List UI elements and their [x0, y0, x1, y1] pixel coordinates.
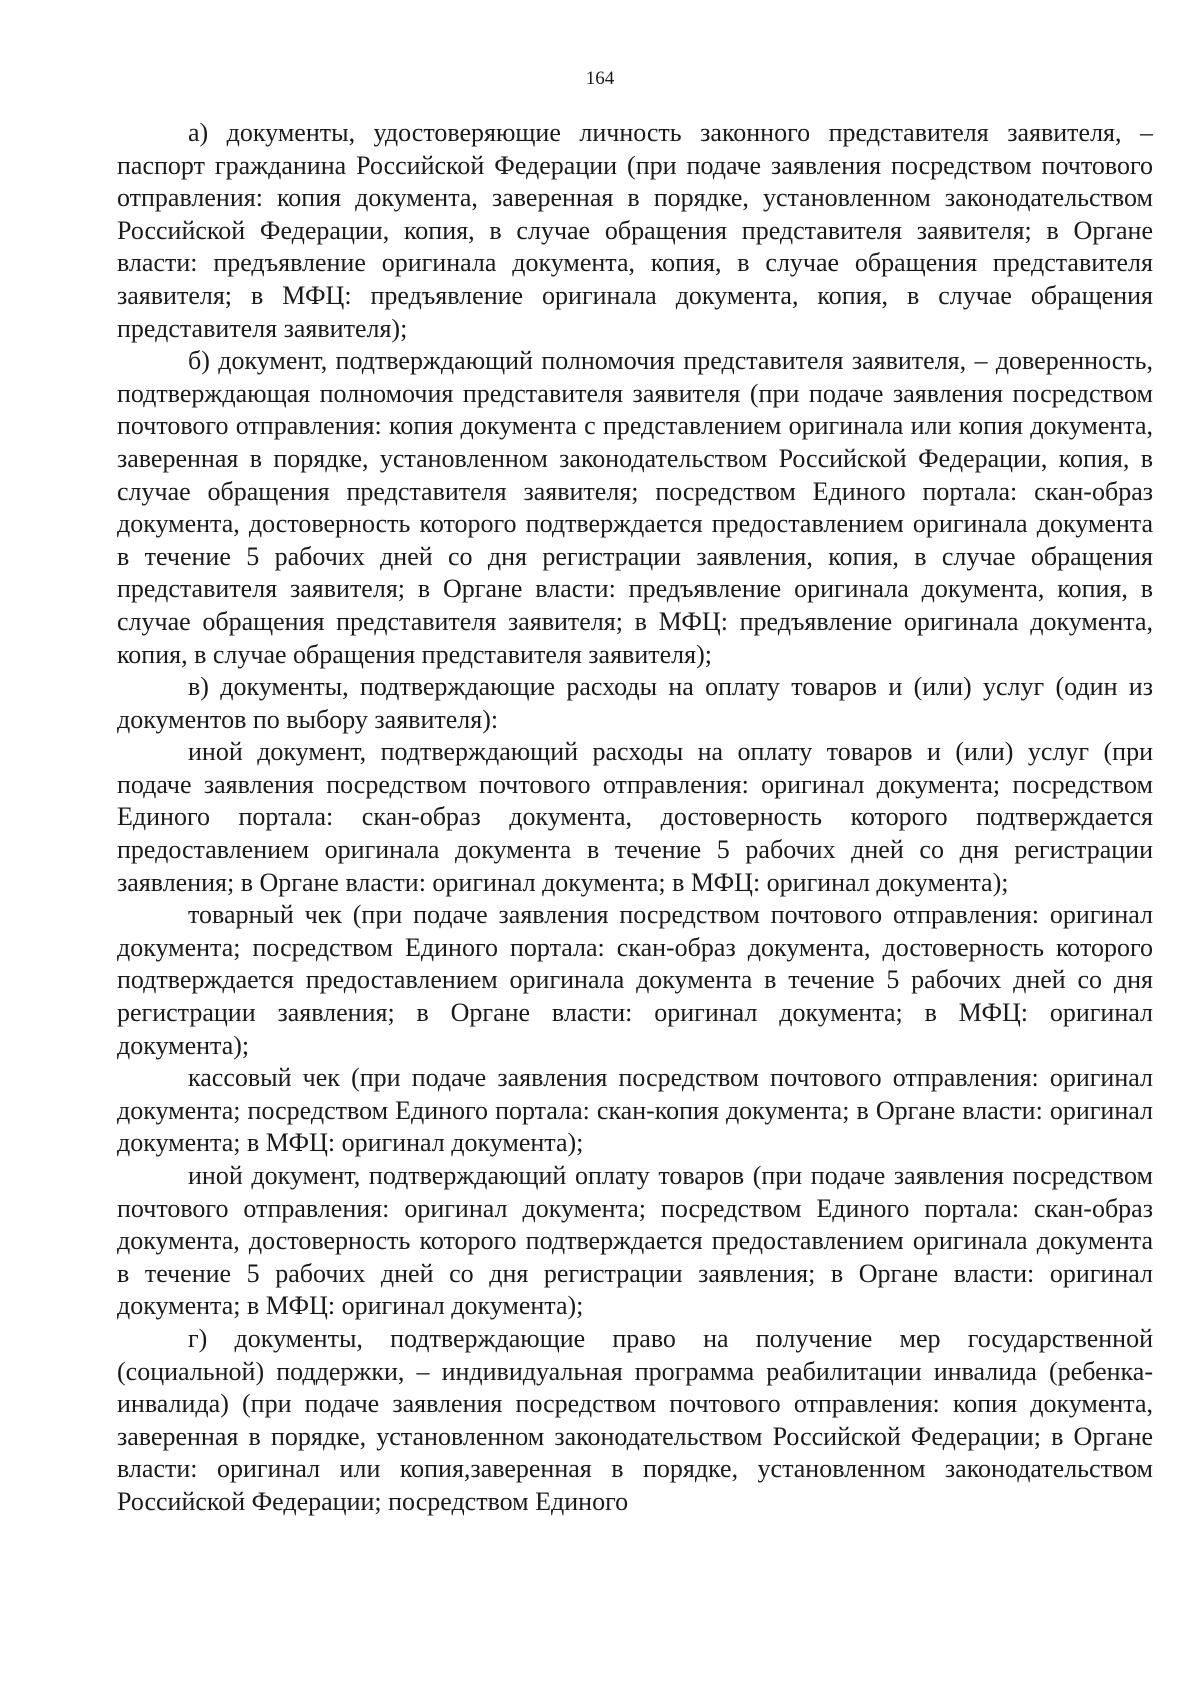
list-item-other-payment-document: иной документ, подтверждающий оплату товаров (при подаче заявления посредством почтового отправления: оригинал документа; посредством Единого портала: скан-образ документа, достоверность которого подтверждается предоставлением оригинала документа в течение 5 рабочих дней со дня регистрации заявления; в Органе власти: оригинал документа; в МФЦ: оригинал документа);	[117, 1161, 1153, 1321]
paragraph-g-entitlement-documents: г) документы, подтверждающие право на получение мер государственной (социальной) поддержки, – индивидуальная программа реабилитации инвалида (ребенка-инвалида) (при подаче заявления посредством почтового отправления: копия документа, заверенная в порядке, установленном законодательством Российской Федерации; в Органе власти: оригинал или копия,заверенная в порядке, установленном законодательством Российской Федерации; посредством Единого	[117, 1323, 1153, 1516]
list-item-other-expense-document: иной документ, подтверждающий расходы на оплату товаров и (или) услуг (при подаче заявления посредством почтового отправления: оригинал документа; посредством Единого портала: скан-образ документа, достоверность которого подтверждается предоставлением оригинала документа в течение 5 рабочих дней со дня регистрации заявления; в Органе власти: оригинал документа; в МФЦ: оригинал документа);	[117, 737, 1153, 897]
paragraph-a-identity-documents: а) документы, удостоверяющие личность законного представителя заявителя, – паспорт гражданина Российской Федерации (при подаче заявления посредством почтового отправления: копия документа, заверенная в порядке, установленном законодательством Российской Федерации, копия, в случае обращения представителя заявителя; в Органе власти: предъявление оригинала документа, копия, в случае обращения представителя заявителя; в МФЦ: предъявление оригинала документа, копия, в случае обращения представителя заявителя);	[117, 118, 1153, 343]
document-body	[117, 117, 1153, 1519]
paragraph-b-authority-document: б) документ, подтверждающий полномочия представителя заявителя, – доверенность, подтверждающая полномочия представителя заявителя (при подаче заявления посредством почтового отправления: копия документа с представлением оригинала или копия документа, заверенная в порядке, установленном законодательством Российской Федерации, копия, в случае обращения представителя заявителя; посредством Единого портала: скан-образ документа, достоверность которого подтверждается предоставлением оригинала документа в течение 5 рабочих дней со дня регистрации заявления, копия, в случае обращения представителя заявителя; в Органе власти: предъявление оригинала документа, копия, в случае обращения представителя заявителя; в МФЦ: предъявление оригинала документа, копия, в случае обращения представителя заявителя);	[117, 346, 1153, 669]
page-number: 164	[585, 68, 615, 89]
list-item-sales-receipt: товарный чек (при подаче заявления посредством почтового отправления: оригинал документа; посредством Единого портала: скан-образ документа, достоверность которого подтверждается предоставлением оригинала документа в течение 5 рабочих дней со дня регистрации заявления; в Органе власти: оригинал документа; в МФЦ: оригинал документа);	[117, 900, 1153, 1060]
paragraph-v-expense-documents: в) документы, подтверждающие расходы на оплату товаров и (или) услуг (один из документов по выбору заявителя):	[117, 672, 1153, 734]
list-item-cash-receipt: кассовый чек (при подаче заявления посредством почтового отправления: оригинал документа; посредством Единого портала: скан-копия документа; в Органе власти: оригинал документа; в МФЦ: оригинал документа);	[117, 1063, 1153, 1158]
